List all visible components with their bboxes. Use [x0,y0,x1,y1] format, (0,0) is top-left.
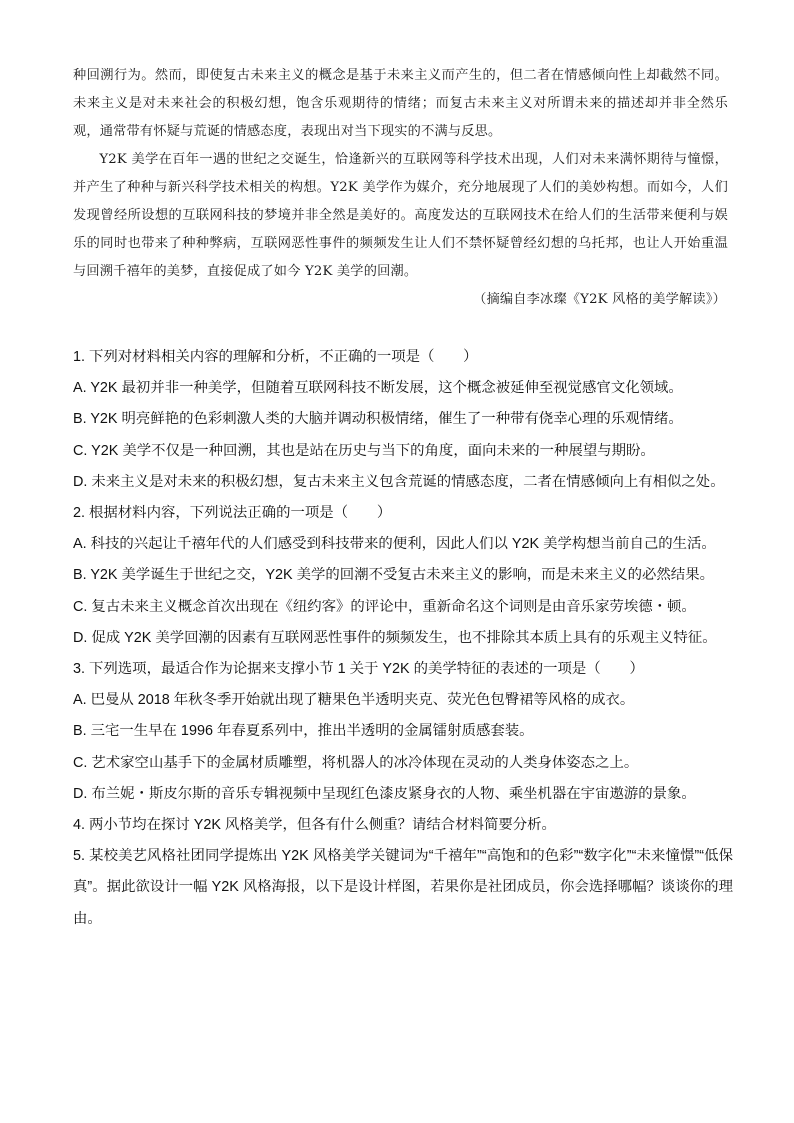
question-3-option-c: C. 艺术家空山基手下的金属材质雕塑，将机器人的冰冷体现在灵动的人类身体姿态之上。 [73,754,639,771]
question-2-option-d: D. 促成 Y2K 美学回潮的因素有互联网恶性事件的频频发生，也不排除其本质上具有的乐观主义特征。 [73,629,717,646]
question-5: 5. 某校美艺风格社团同学提炼出 Y2K 风格美学关键词为“千禧年”“高饱和的色彩”“数字化”“未来憧憬”“低保真”。据此欲设计一幅 Y2K 风格海报，以下是设计样图，若果你是社团成员，你会选择哪幅？谈谈你的理由。 [73,848,733,927]
passage-paragraph-1: 种回溯行为。然而，即使复古未来主义的概念是基于未来主义而产生的，但二者在情感倾向性上却截然不同。未来主义是对未来社会的积极幻想，饱含乐观期待的情绪；而复古未来主义对所谓未来的描述却并非全然乐观，通常带有怀疑与荒诞的情感态度，表现出对当下现实的不满与反思。 [73,68,728,139]
question-4: 4. 两小节均在探讨 Y2K 风格美学，但各有什么侧重？请结合材料简要分析。 [73,817,556,834]
question-2-option-c: C. 复古未来主义概念首次出现在《纽约客》的评论中，重新命名这个词则是由音乐家劳埃德・顿。 [73,598,696,615]
question-1-option-d: D. 未来主义是对未来的积极幻想，复古未来主义包含荒诞的情感态度，二者在情感倾向上有相似之处。 [73,473,725,490]
question-2-option-a: A. 科技的兴起让千禧年代的人们感受到科技带来的便利，因此人们以 Y2K 美学构想当前自己的生活。 [73,536,716,553]
question-1-option-b: B. Y2K 明亮鲜艳的色彩刺激人类的大脑并调动积极情绪，催生了一种带有侥幸心理的乐观情绪。 [73,411,683,428]
question-1-option-c: C. Y2K 美学不仅是一种回溯，其也是站在历史与当下的角度，面向未来的一种展望与期盼。 [73,442,655,459]
question-3-option-b: B. 三宅一生早在 1996 年春夏系列中，推出半透明的金属镭射质感套装。 [73,723,534,740]
question-1-stem: 1. 下列对材料相关内容的理解和分析，不正确的一项是（ ） [73,349,478,365]
reading-passage [73,62,728,314]
passage-paragraph-2: Y2K 美学在百年一遇的世纪之交诞生，恰逢新兴的互联网等科学技术出现，人们对未来满怀期待与憧憬，并产生了种种与新兴科学技术相关的构想。Y2K 美学作为媒介，充分地展现了人们的美妙构想。而如今，人们发现曾经所设想的互联网科技的梦境并非全然是美好的。高度发达的互联网技术在给人们的生活带来便利与娱乐的同时也带来了种种弊病，互联网恶性事件的频频发生让人们不禁怀疑曾经幻想的乌托邦，也让人开始重温与回溯千禧年的美梦，直接促成了如今 Y2K 美学的回潮。 [73,152,728,279]
question-2-stem: 2. 根据材料内容，下列说法正确的一项是（ ） [73,505,392,522]
question-3-option-a: A. 巴曼从 2018 年秋冬季开始就出现了糖果色半透明夹克、荧光色包臀裙等风格的成衣。 [73,692,635,709]
question-2-option-b: B. Y2K 美学诞生于世纪之交，Y2K 美学的回潮不受复古未来主义的影响，而是未来主义的必然结果。 [73,567,714,584]
passage-source: （摘编自李冰璨《Y2K 风格的美学解读》） [473,292,726,307]
question-3-stem: 3. 下列选项，最适合作为论据来支撑小节 1 关于 Y2K 的美学特征的表述的一项是（ ） [73,661,644,678]
question-1-option-a: A. Y2K 最初并非一种美学，但随着互联网科技不断发展，这个概念被延伸至视觉感官文化领域。 [73,380,683,397]
question-3-option-d: D. 布兰妮・斯皮尔斯的音乐专辑视频中呈现红色漆皮紧身衣的人物、乘坐机器在宇宙遨游的景象。 [73,785,696,802]
question-list [73,342,733,935]
